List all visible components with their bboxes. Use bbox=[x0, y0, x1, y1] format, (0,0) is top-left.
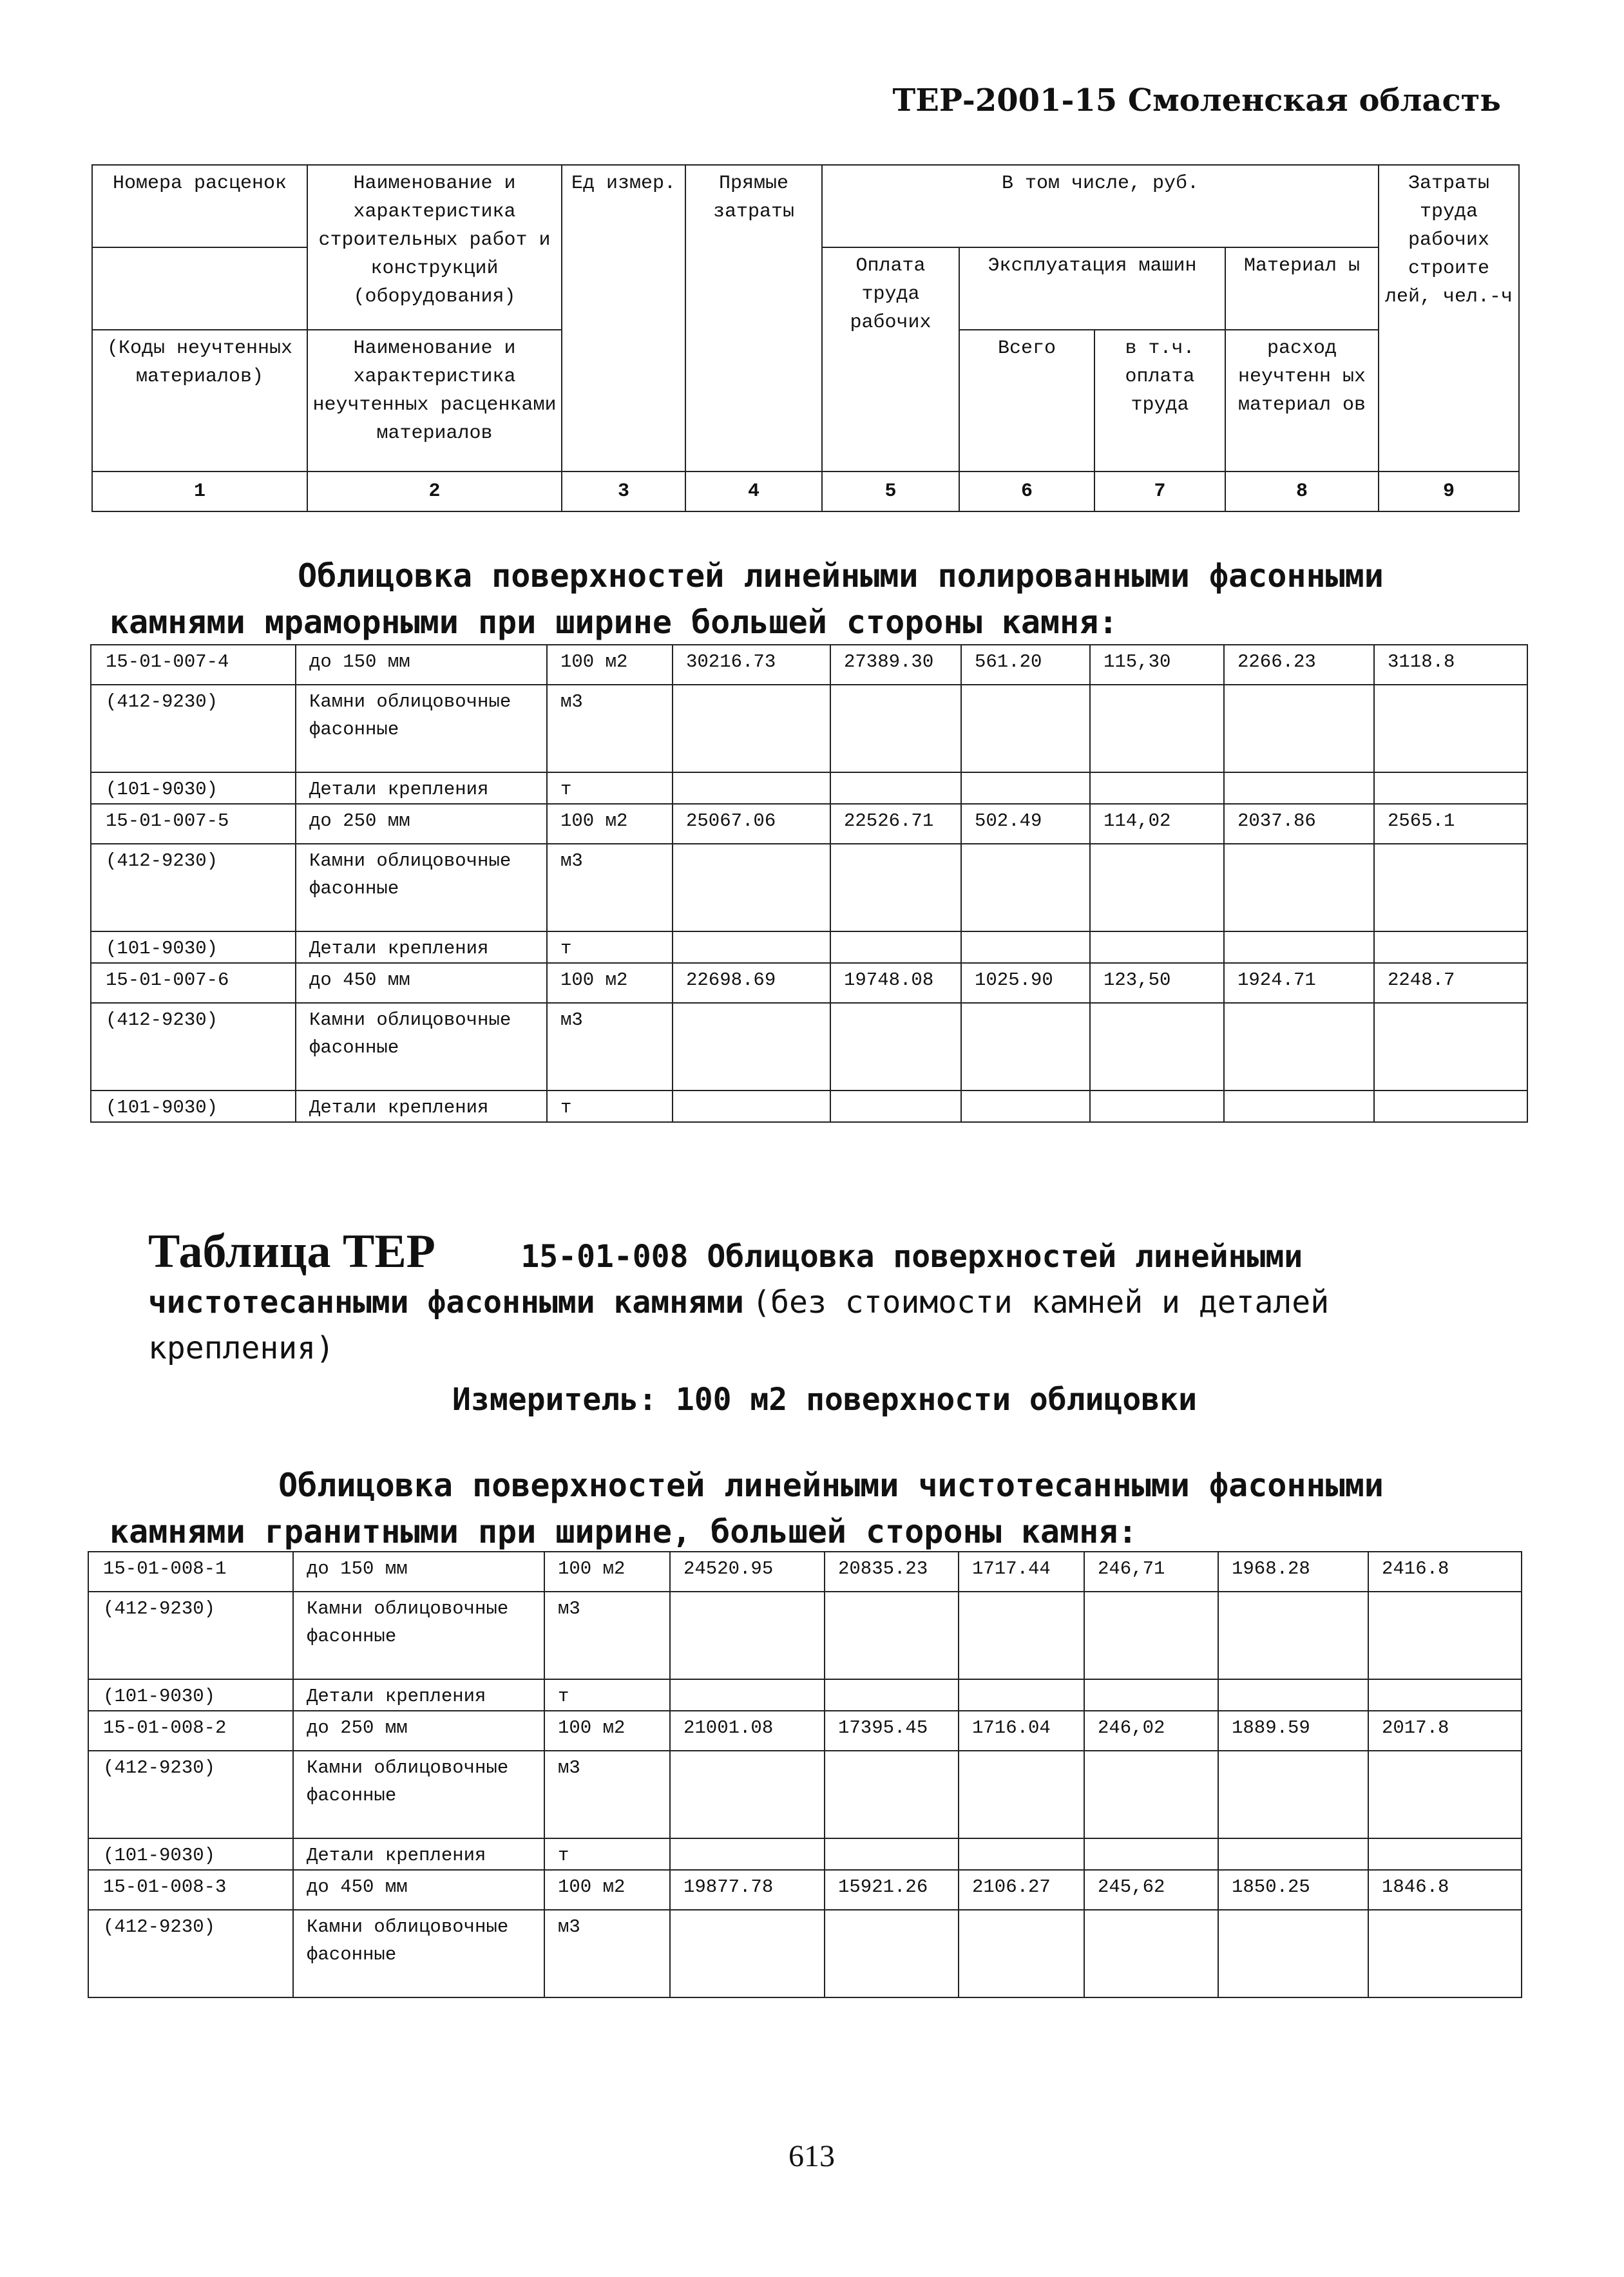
worker-pay: 27389.30 bbox=[830, 645, 961, 685]
direct-costs bbox=[673, 685, 830, 772]
table-row bbox=[91, 645, 1527, 685]
section1-title bbox=[110, 553, 1495, 645]
direct-costs bbox=[673, 1091, 830, 1122]
machines-pay bbox=[1084, 1838, 1218, 1870]
worker-pay: 19748.08 bbox=[830, 963, 961, 1003]
table-title-bold: 15-01-008 Облицовка поверхностей линейными чистотесанными фасонными камнями bbox=[148, 1239, 1303, 1320]
header-unit: Ед измер. bbox=[562, 165, 685, 472]
direct-costs bbox=[673, 1003, 830, 1091]
rate-code: (412-9230) bbox=[88, 1592, 293, 1679]
labor-costs bbox=[1374, 1091, 1527, 1122]
worker-pay: 20835.23 bbox=[825, 1552, 959, 1592]
machines-pay bbox=[1084, 1751, 1218, 1838]
table-row bbox=[88, 1910, 1522, 1997]
table-row bbox=[88, 1679, 1522, 1711]
materials-cost bbox=[1218, 1838, 1368, 1870]
worker-pay: 17395.45 bbox=[825, 1711, 959, 1751]
column-number: 8 bbox=[1225, 472, 1379, 511]
machines-pay bbox=[1084, 1910, 1218, 1997]
worker-pay bbox=[825, 1679, 959, 1711]
materials-cost: 2037.86 bbox=[1224, 804, 1374, 844]
rate-code: (412-9230) bbox=[88, 1751, 293, 1838]
worker-pay bbox=[830, 1091, 961, 1122]
materials-cost bbox=[1224, 685, 1374, 772]
direct-costs: 24520.95 bbox=[670, 1552, 825, 1592]
machines-pay: 115,30 bbox=[1090, 645, 1224, 685]
machines-pay bbox=[1090, 1003, 1224, 1091]
rate-name: Камни облицовочные фасонные bbox=[293, 1751, 544, 1838]
table-row bbox=[91, 963, 1527, 1003]
direct-costs bbox=[673, 772, 830, 804]
rate-name: Детали крепления bbox=[296, 931, 547, 963]
direct-costs bbox=[670, 1751, 825, 1838]
labor-costs bbox=[1368, 1838, 1522, 1870]
rate-unit: м3 bbox=[544, 1751, 670, 1838]
column-number: 7 bbox=[1094, 472, 1225, 511]
worker-pay bbox=[830, 1003, 961, 1091]
rate-unit: м3 bbox=[544, 1910, 670, 1997]
rate-code: 15-01-007-6 bbox=[91, 963, 296, 1003]
materials-cost: 1924.71 bbox=[1224, 963, 1374, 1003]
section2-table bbox=[88, 1551, 1522, 1998]
table-row bbox=[88, 1751, 1522, 1838]
rate-name: Детали крепления bbox=[296, 772, 547, 804]
rate-name: Камни облицовочные фасонные bbox=[293, 1910, 544, 1997]
worker-pay bbox=[825, 1910, 959, 1997]
machines-total bbox=[959, 1751, 1084, 1838]
header-rate-number: Номера расценок bbox=[92, 165, 307, 247]
rate-name: Камни облицовочные фасонные bbox=[296, 844, 547, 931]
labor-costs bbox=[1374, 685, 1527, 772]
rate-unit: м3 bbox=[544, 1592, 670, 1679]
machines-pay: 123,50 bbox=[1090, 963, 1224, 1003]
labor-costs bbox=[1374, 931, 1527, 963]
materials-cost: 1889.59 bbox=[1218, 1711, 1368, 1751]
table-title-word: Таблица ТЕР bbox=[148, 1225, 435, 1278]
table-row bbox=[88, 1838, 1522, 1870]
rate-name: Камни облицовочные фасонные bbox=[296, 1003, 547, 1091]
machines-pay bbox=[1090, 844, 1224, 931]
rate-code: (101-9030) bbox=[88, 1679, 293, 1711]
rate-code: 15-01-007-4 bbox=[91, 645, 296, 685]
section1-table bbox=[90, 644, 1528, 1123]
table-row bbox=[91, 931, 1527, 963]
machines-pay: 114,02 bbox=[1090, 804, 1224, 844]
worker-pay bbox=[825, 1592, 959, 1679]
header-labor-costs: Затраты труда рабочих строите лей, чел.-ч bbox=[1379, 165, 1519, 472]
rate-unit: т bbox=[547, 772, 673, 804]
materials-cost: 1850.25 bbox=[1218, 1870, 1368, 1910]
rate-code: (412-9230) bbox=[91, 844, 296, 931]
direct-costs: 25067.06 bbox=[673, 804, 830, 844]
machines-pay: 245,62 bbox=[1084, 1870, 1218, 1910]
header-material-codes: (Коды неучтенных материалов) bbox=[92, 330, 307, 472]
direct-costs bbox=[670, 1910, 825, 1997]
rate-code: (101-9030) bbox=[91, 1091, 296, 1122]
machines-total: 502.49 bbox=[961, 804, 1090, 844]
rate-name: Детали крепления bbox=[293, 1679, 544, 1711]
direct-costs: 21001.08 bbox=[670, 1711, 825, 1751]
direct-costs bbox=[670, 1592, 825, 1679]
worker-pay: 22526.71 bbox=[830, 804, 961, 844]
header-including-group: В том числе, руб. bbox=[822, 165, 1379, 247]
machines-total bbox=[961, 844, 1090, 931]
column-number: 6 bbox=[959, 472, 1094, 511]
materials-cost bbox=[1224, 1091, 1374, 1122]
machines-total bbox=[959, 1592, 1084, 1679]
rate-name: до 450 мм bbox=[296, 963, 547, 1003]
rate-code: (412-9230) bbox=[91, 1003, 296, 1091]
table-row bbox=[88, 1711, 1522, 1751]
machines-total bbox=[961, 1091, 1090, 1122]
rate-code: 15-01-008-3 bbox=[88, 1870, 293, 1910]
rate-unit: т bbox=[547, 1091, 673, 1122]
machines-total bbox=[961, 772, 1090, 804]
labor-costs bbox=[1374, 844, 1527, 931]
worker-pay: 15921.26 bbox=[825, 1870, 959, 1910]
rate-unit: т bbox=[547, 931, 673, 963]
document-header: ТЕР-2001-15 Смоленская область bbox=[892, 82, 1501, 119]
machines-total: 2106.27 bbox=[959, 1870, 1084, 1910]
machines-pay bbox=[1090, 685, 1224, 772]
rate-name: Камни облицовочные фасонные bbox=[293, 1592, 544, 1679]
labor-costs bbox=[1368, 1679, 1522, 1711]
rate-name: до 150 мм bbox=[293, 1552, 544, 1592]
worker-pay bbox=[825, 1838, 959, 1870]
machines-total bbox=[959, 1910, 1084, 1997]
rate-unit: м3 bbox=[547, 1003, 673, 1091]
machines-pay bbox=[1084, 1592, 1218, 1679]
labor-costs bbox=[1368, 1751, 1522, 1838]
rate-unit: 100 м2 bbox=[547, 963, 673, 1003]
rate-code: (101-9030) bbox=[88, 1838, 293, 1870]
table-row bbox=[88, 1552, 1522, 1592]
rate-name: Детали крепления bbox=[296, 1091, 547, 1122]
header-machines-pay: в т.ч. оплата труда bbox=[1094, 330, 1225, 472]
machines-pay bbox=[1084, 1679, 1218, 1711]
table-title-measure: Измеритель: 100 м2 поверхности облицовки bbox=[452, 1382, 1197, 1418]
rate-name: до 250 мм bbox=[296, 804, 547, 844]
materials-cost bbox=[1224, 931, 1374, 963]
header-direct-costs: Прямые затраты bbox=[685, 165, 822, 472]
materials-cost: 2266.23 bbox=[1224, 645, 1374, 685]
column-number: 4 bbox=[685, 472, 822, 511]
machines-total bbox=[959, 1679, 1084, 1711]
column-number: 9 bbox=[1379, 472, 1519, 511]
labor-costs: 2416.8 bbox=[1368, 1552, 1522, 1592]
rate-code: (101-9030) bbox=[91, 931, 296, 963]
materials-cost: 1968.28 bbox=[1218, 1552, 1368, 1592]
page-number: 613 bbox=[788, 2139, 835, 2173]
machines-total bbox=[959, 1838, 1084, 1870]
section2-title-line2: камнями гранитными при ширине, большей стороны камня: bbox=[110, 1513, 1138, 1550]
column-number: 5 bbox=[822, 472, 959, 511]
table-row bbox=[91, 685, 1527, 772]
section2-title bbox=[110, 1462, 1495, 1555]
rate-name: до 250 мм bbox=[293, 1711, 544, 1751]
table-title-normal: (без стоимости камней и деталей крепления) bbox=[148, 1284, 1330, 1366]
materials-cost bbox=[1218, 1910, 1368, 1997]
rate-name: до 150 мм bbox=[296, 645, 547, 685]
labor-costs bbox=[1374, 772, 1527, 804]
header-material-consumption: расход неучтенн ых материал ов bbox=[1225, 330, 1379, 472]
table-row bbox=[88, 1592, 1522, 1679]
worker-pay bbox=[825, 1751, 959, 1838]
machines-total bbox=[961, 1003, 1090, 1091]
section1-title-line1: Облицовка поверхностей линейными полированными фасонными bbox=[298, 557, 1384, 595]
machines-pay: 246,02 bbox=[1084, 1711, 1218, 1751]
worker-pay bbox=[830, 772, 961, 804]
header-worker-pay: Оплата труда рабочих bbox=[822, 247, 959, 472]
column-header-table bbox=[91, 164, 1520, 512]
direct-costs: 30216.73 bbox=[673, 645, 830, 685]
rate-unit: м3 bbox=[547, 844, 673, 931]
machines-total: 561.20 bbox=[961, 645, 1090, 685]
rate-unit: 100 м2 bbox=[544, 1870, 670, 1910]
machines-pay: 246,71 bbox=[1084, 1552, 1218, 1592]
rate-unit: т bbox=[544, 1679, 670, 1711]
header-blank bbox=[92, 247, 307, 330]
rate-name: до 450 мм bbox=[293, 1870, 544, 1910]
rate-unit: м3 bbox=[547, 685, 673, 772]
machines-total: 1025.90 bbox=[961, 963, 1090, 1003]
column-number: 2 bbox=[307, 472, 562, 511]
direct-costs: 19877.78 bbox=[670, 1870, 825, 1910]
direct-costs bbox=[673, 844, 830, 931]
materials-cost bbox=[1218, 1592, 1368, 1679]
machines-total bbox=[961, 685, 1090, 772]
table-row bbox=[91, 804, 1527, 844]
machines-pay bbox=[1090, 1091, 1224, 1122]
rate-code: (412-9230) bbox=[88, 1910, 293, 1997]
table-row bbox=[91, 844, 1527, 931]
materials-cost bbox=[1224, 772, 1374, 804]
machines-total: 1716.04 bbox=[959, 1711, 1084, 1751]
rate-code: 15-01-007-5 bbox=[91, 804, 296, 844]
rate-code: 15-01-008-1 bbox=[88, 1552, 293, 1592]
rate-code: (101-9030) bbox=[91, 772, 296, 804]
direct-costs: 22698.69 bbox=[673, 963, 830, 1003]
direct-costs bbox=[670, 1838, 825, 1870]
rate-unit: 100 м2 bbox=[547, 645, 673, 685]
rate-unit: 100 м2 bbox=[547, 804, 673, 844]
labor-costs bbox=[1368, 1592, 1522, 1679]
header-machine-exploitation: Эксплуатация машин bbox=[959, 247, 1225, 330]
machines-pay bbox=[1090, 931, 1224, 963]
table-row bbox=[91, 772, 1527, 804]
materials-cost bbox=[1224, 844, 1374, 931]
table-row bbox=[91, 1091, 1527, 1122]
machines-total: 1717.44 bbox=[959, 1552, 1084, 1592]
machines-pay bbox=[1090, 772, 1224, 804]
labor-costs: 3118.8 bbox=[1374, 645, 1527, 685]
worker-pay bbox=[830, 844, 961, 931]
labor-costs: 2248.7 bbox=[1374, 963, 1527, 1003]
header-work-name: Наименование и характеристика строительных работ и конструкций (оборудования) bbox=[307, 165, 562, 330]
header-materials: Материал ы bbox=[1225, 247, 1379, 330]
worker-pay bbox=[830, 685, 961, 772]
column-number: 3 bbox=[562, 472, 685, 511]
labor-costs bbox=[1368, 1910, 1522, 1997]
rate-name: Камни облицовочные фасонные bbox=[296, 685, 547, 772]
direct-costs bbox=[670, 1679, 825, 1711]
header-material-names: Наименование и характеристика неучтенных расценками материалов bbox=[307, 330, 562, 472]
labor-costs: 1846.8 bbox=[1368, 1870, 1522, 1910]
materials-cost bbox=[1218, 1679, 1368, 1711]
section1-title-line2: камнями мраморными при ширине большей стороны камня: bbox=[110, 604, 1118, 641]
rate-code: (412-9230) bbox=[91, 685, 296, 772]
labor-costs: 2017.8 bbox=[1368, 1711, 1522, 1751]
rate-unit: 100 м2 bbox=[544, 1552, 670, 1592]
materials-cost bbox=[1224, 1003, 1374, 1091]
header-machines-total: Всего bbox=[959, 330, 1094, 472]
labor-costs bbox=[1374, 1003, 1527, 1091]
table-row bbox=[88, 1870, 1522, 1910]
materials-cost bbox=[1218, 1751, 1368, 1838]
direct-costs bbox=[673, 931, 830, 963]
worker-pay bbox=[830, 931, 961, 963]
rate-name: Детали крепления bbox=[293, 1838, 544, 1870]
rate-code: 15-01-008-2 bbox=[88, 1711, 293, 1751]
table-row bbox=[91, 1003, 1527, 1091]
rate-unit: т bbox=[544, 1838, 670, 1870]
labor-costs: 2565.1 bbox=[1374, 804, 1527, 844]
section2-title-line1: Облицовка поверхностей линейными чистотесанными фасонными bbox=[278, 1467, 1384, 1504]
column-number: 1 bbox=[92, 472, 307, 511]
rate-unit: 100 м2 bbox=[544, 1711, 670, 1751]
machines-total bbox=[961, 931, 1090, 963]
table-title bbox=[148, 1225, 1501, 1422]
